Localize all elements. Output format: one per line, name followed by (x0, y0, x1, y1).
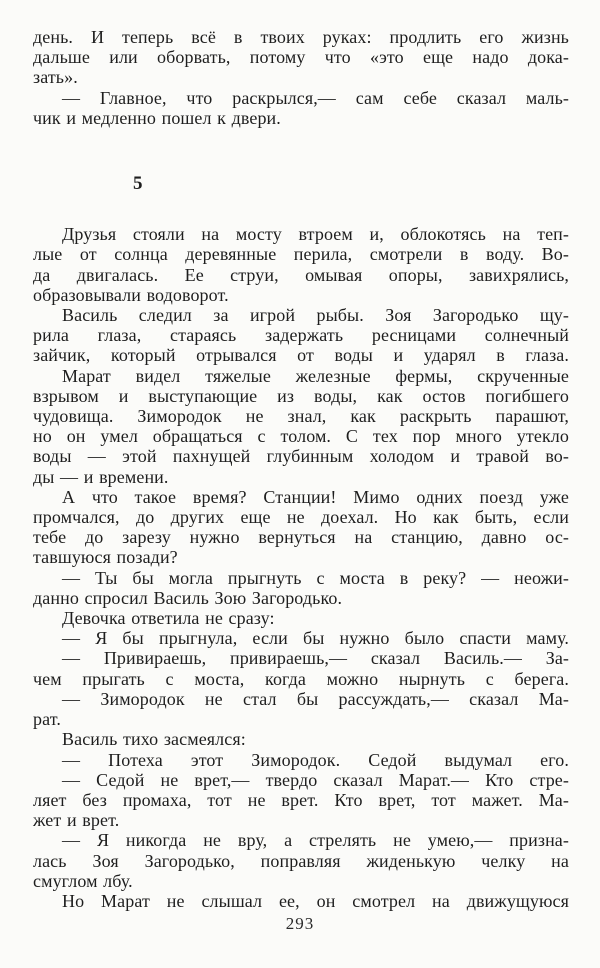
text-line: зайчик, который отрывался от воды и ударял в глаза. (33, 345, 569, 366)
text-line: да двигалась. Ее струи, омывая опоры, завихрялись, (33, 264, 569, 285)
paragraph (33, 568, 569, 608)
paragraph (33, 830, 569, 891)
text-line: — Ты бы могла прыгнуть с моста в реку? — неожи- (62, 567, 569, 588)
text-line: смуглом лбу. (33, 870, 133, 891)
text-line: но он умел обращаться с толом. С тех пор много утекло (33, 426, 569, 447)
text-line: промчался, до других еще не доехал. Но как быть, если (33, 507, 569, 528)
text-line: лые от солнца деревянные перила, смотрели в воду. Во- (33, 244, 569, 265)
text-line: дальше или оборвать, потому что «это еще надо дока- (33, 47, 569, 68)
text-line: тебе до зарезу нужно вернуться на станцию, давно ос- (33, 527, 569, 548)
paragraph (33, 487, 569, 568)
text-line: данно спросил Василь Зою Загородько. (33, 587, 343, 608)
paragraph (33, 27, 569, 88)
text-line: воды — этой пахнущей глубинным холодом и травой во- (33, 446, 569, 467)
paragraph (33, 88, 569, 128)
paragraph (33, 770, 569, 831)
text-line: зать». (33, 67, 78, 88)
text-line: — Седой не врет,— твердо сказал Марат.— Кто стре- (62, 769, 569, 790)
paragraph (33, 750, 569, 770)
text-line: день. И теперь всё в твоих руках: продлить его жизнь (33, 27, 569, 47)
text-line: — Потеха этот Зимородок. Седой выдумал его. (62, 749, 569, 770)
text-line: Василь тихо засмеялся: (62, 729, 246, 750)
text-line: — Привираешь, привираешь,— сказал Василь.— За- (62, 648, 569, 669)
paragraph (33, 729, 569, 749)
paragraph (33, 608, 569, 628)
text-line: рила глаза, стараясь задержать ресницами солнечный (33, 325, 569, 346)
text-line: А что такое время? Станции! Мимо одних поезд уже (62, 486, 569, 507)
text-line: образовывали водоворот. (33, 284, 229, 305)
text-line: — Главное, что раскрылся,— сам себе сказал маль- (62, 87, 569, 108)
page-number: 293 (285, 914, 315, 933)
text-line: рат. (33, 709, 61, 730)
text-line: чудовища. Зимородок не знал, как раскрыть парашют, (33, 406, 569, 427)
text-line: лась Зоя Загородько, поправляя жиденькую челку на (33, 850, 569, 871)
text-line: ды — и времени. (33, 466, 169, 487)
paragraph (33, 366, 569, 487)
text-line: Но Марат не слышал ее, он смотрел на движущуюся (62, 890, 569, 911)
text-line: взрывом и выступающие из воды, как остов погибшего (33, 385, 569, 406)
paragraph (33, 689, 569, 729)
text-line: — Я никогда не вру, а стрелять не умею,— призна- (62, 830, 569, 851)
text-line: — Зимородок не стал бы рассуждать,— сказал Ма- (62, 688, 569, 709)
text-line: жет и врет. (33, 810, 120, 831)
paragraph (33, 648, 569, 688)
text-line: Василь следил за игрой рыбы. Зоя Загородько щу- (62, 305, 569, 326)
text-line: Марат видел тяжелые железные фермы, скрученные (62, 365, 569, 386)
paragraph (33, 628, 569, 648)
text-line: ляет без промаха, тот не врет. Кто врет, тот мажет. Ма- (33, 789, 569, 810)
text-line: Друзья стояли на мосту втроем и, облокотясь на теп- (62, 224, 569, 245)
text-line: — Я бы прыгнула, если бы нужно было спасти маму. (62, 628, 569, 649)
paragraph (33, 891, 569, 911)
paragraph (33, 305, 569, 366)
text-line: тавшуюся позади? (33, 547, 178, 568)
paragraph (33, 224, 569, 305)
text-line: чем прыгать с моста, когда можно нырнуть с берега. (33, 668, 569, 689)
text-line: чик и медленно пошел к двери. (33, 107, 281, 128)
chapter-heading: 5 (133, 173, 143, 195)
text-line: Девочка ответила не сразу: (62, 608, 275, 629)
text-column (33, 27, 569, 911)
